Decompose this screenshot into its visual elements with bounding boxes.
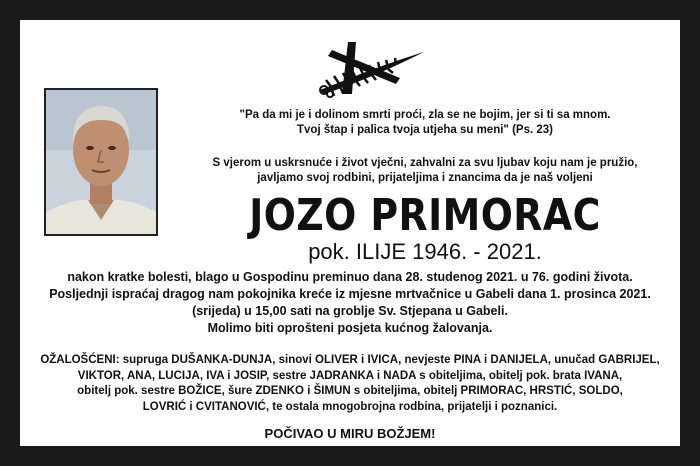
mourners-line-3: obitelj pok. sestre BOŽICE, šure ZDENKO i ŠIMUN s obiteljima, obitelj PRIMORAC, HRSTIĆ, SOLDO,	[77, 385, 623, 397]
deceased-name: JOZO PRIMORAC	[249, 190, 601, 241]
cross-with-palm-icon	[312, 38, 428, 98]
obituary-card	[20, 20, 680, 446]
mourners-line-2: VIKTOR, ANA, LUCIJA, IVA i JOSIP, sestre JADRANKA i NADA s obiteljima, obitelj pok. brata IVANA,	[77, 369, 623, 382]
father-name-and-years: pok. ILIJE 1946. - 2021.	[308, 239, 542, 264]
funeral-details-line-1: nakon kratke bolesti, blago u Gospodinu preminuo dana 28. studenog 2021. u 76. godini života.	[67, 270, 633, 284]
announcement-intro-line-1: S vjerom u uskrsnuće i život vječni, zahvalni za svu ljubav koju nam je pružio,	[212, 157, 638, 169]
closing-blessing: POČIVAO U MIRU BOŽJEM!	[264, 426, 436, 441]
announcement-intro-line-2: javljamo svoj rodbini, prijateljima i znancima da je naš voljeni	[257, 172, 593, 184]
mourners-list	[20, 353, 680, 415]
mourners-line-4: LOVRIĆ i CVITANOVIĆ, te ostala mnogobrojna rodbina, prijatelji i poznanici.	[142, 400, 558, 413]
portrait-person-icon	[46, 90, 156, 234]
funeral-details-line-3: (srijeda) u 15,00 sati na groblje Sv. Stjepana u Gabeli.	[192, 304, 508, 318]
psalm-quote-line-2: Tvoj štap i palica tvoja utjeha su meni" (Ps. 23)	[297, 124, 553, 136]
funeral-details	[20, 269, 680, 337]
psalm-quote	[190, 108, 660, 138]
portrait-photo	[44, 88, 158, 236]
funeral-details-line-4: Molimo biti oprošteni posjeta kućnog žalovanja.	[207, 321, 493, 335]
mourners-line-1: OŽALOŠĆENI: supruga DUŠANKA-DUNJA, sinovi OLIVER i IVICA, nevjeste PINA i DANIJELA, unučad GABRIJEL,	[40, 354, 660, 366]
funeral-details-line-2: Posljednji ispraćaj dragog nam pokojnika kreće iz mjesne mrtvačnice u Gabeli dana 1. prosinca 2021.	[49, 287, 651, 301]
psalm-quote-line-1: "Pa da mi je i dolinom smrti proći, zla se ne bojim, jer si ti sa mnom.	[239, 109, 611, 121]
announcement-intro	[170, 156, 680, 186]
